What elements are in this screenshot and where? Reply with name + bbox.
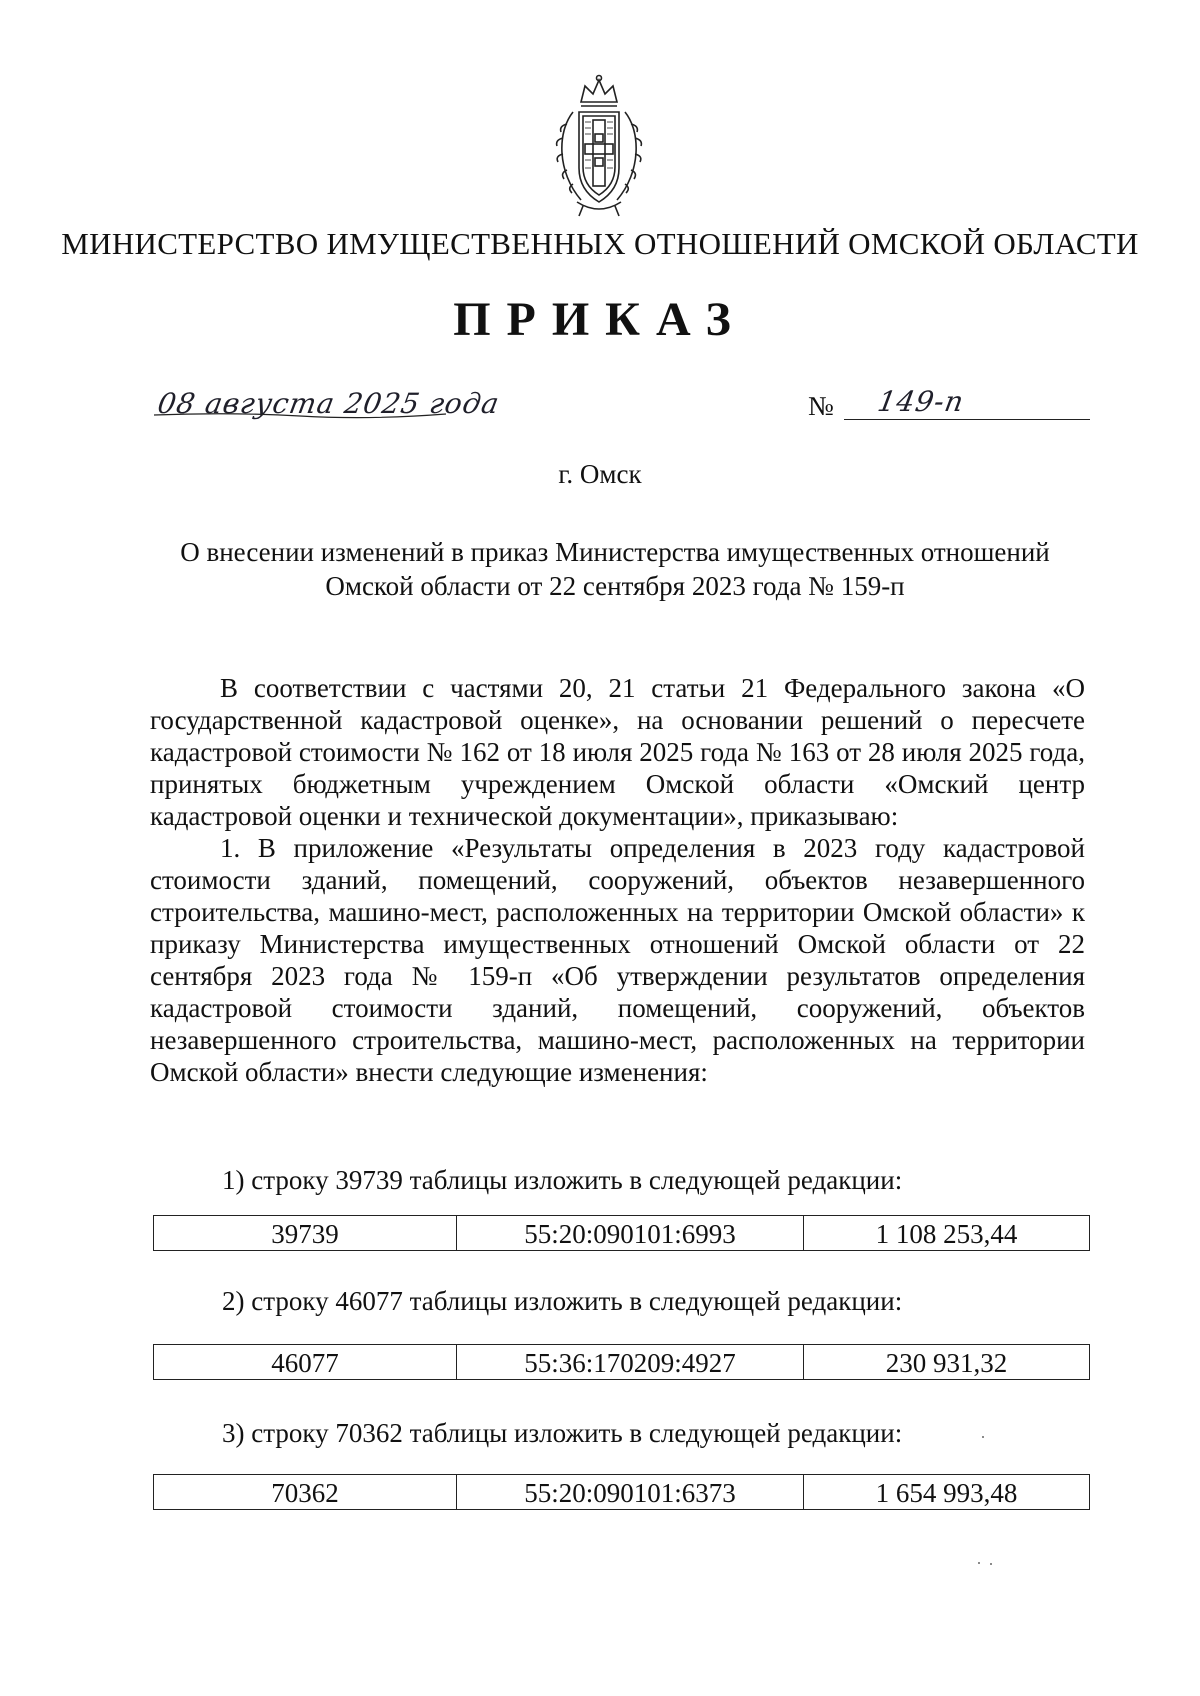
change-item-3: 3) строку 70362 таблицы изложить в следующей редакции: [222, 1418, 903, 1448]
body-paragraph-item-1: 1. В приложение «Результаты определения в 2023 году кадастровой стоимости зданий, помещений, сооружений, объектов незавершенного строительства, машино-мест, расположенных на территории Омской области» к приказу Министерства имущественных отношений Омской области от 22 сентября 2023 года № 159-п «Об утверждении результатов определения кадастровой стоимости зданий, помещений, сооружений, объектов незавершенного строительства, машино-мест, расположенных на территории Омской области» внести следующие изменения: [150, 833, 1085, 1087]
change-item-1: 1) строку 39739 таблицы изложить в следующей редакции: [222, 1165, 903, 1195]
subject-line-1: О внесении изменений в приказ Министерства имущественных отношений [180, 537, 1050, 567]
subject-line-2: Омской области от 22 сентября 2023 года № 159-п [325, 571, 905, 601]
change-item-2: 2) строку 46077 таблицы изложить в следующей редакции: [222, 1286, 903, 1316]
number-underline [844, 419, 1090, 420]
scan-speck [990, 1563, 992, 1565]
cadastral-number-cell: 55:20:090101:6993 [457, 1216, 804, 1250]
ministry-name: МИНИСТЕРСТВО ИМУЩЕСТВЕННЫХ ОТНОШЕНИЙ ОМСКОЙ ОБЛАСТИ [61, 226, 1139, 261]
cadastral-value-cell: 1 654 993,48 [875, 1478, 1018, 1508]
order-number: 149-п [875, 385, 967, 418]
document-title: ПРИКАЗ [453, 293, 747, 346]
order-date: 08 августа 2025 года [155, 387, 503, 420]
number-sign: № [808, 391, 834, 421]
scan-speck [978, 1562, 980, 1564]
row-number-cell: 46077 [154, 1345, 457, 1379]
table-row-3 [153, 1474, 1090, 1510]
cadastral-value-cell: 1 108 253,44 [875, 1219, 1018, 1249]
body-paragraph-preamble: В соответствии с частями 20, 21 статьи 21 Федерального закона «О государственной кадастровой оценке», на основании решений о пересчете кадастровой стоимости № 162 от 18 июля 2025 года № 163 от 28 июля 2025 года, принятых бюджетным учреждением Омской области «Омский центр кадастровой оценки и технической документации», приказываю: [150, 673, 1085, 831]
table-row-2 [153, 1344, 1090, 1380]
scan-speck [982, 1436, 984, 1438]
coat-of-arms-emblem [543, 72, 655, 220]
table-row-1 [153, 1215, 1090, 1251]
city-name: г. Омск [558, 459, 642, 489]
row-number-cell: 39739 [154, 1216, 457, 1250]
row-number-cell: 70362 [154, 1475, 457, 1509]
cadastral-number-cell: 55:20:090101:6373 [457, 1475, 804, 1509]
date-underline [150, 410, 450, 420]
cadastral-value-cell: 230 931,32 [885, 1348, 1008, 1378]
order-subject [150, 535, 1080, 603]
cadastral-number-cell: 55:36:170209:4927 [457, 1345, 804, 1379]
order-body [150, 672, 1085, 1088]
